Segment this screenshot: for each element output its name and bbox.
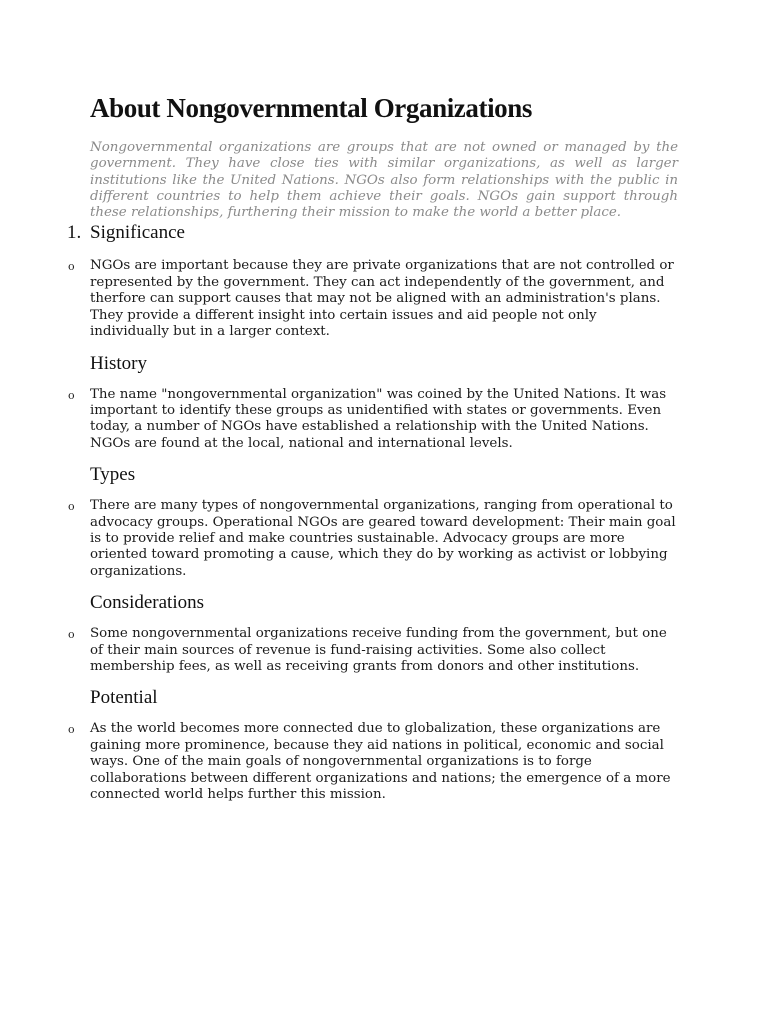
list-item: [68, 498, 678, 580]
page-title: About Nongovernmental Organizations: [90, 93, 533, 123]
bullet-icon: o: [68, 723, 75, 737]
list-item-text: As the world becomes more connected due to globalization, these organizations are gaining more prominence, because they aid nations in political, economic and social ways. One of the main goals of nongovernmental organizations is to forge collaborations between different organizations and nations; the emergence of a more connected world helps further this mission.: [90, 721, 671, 803]
list-item: [68, 721, 678, 803]
section-heading-text: Types: [90, 464, 136, 486]
section-heading-text: Potential: [90, 687, 158, 709]
list-item: [68, 258, 678, 340]
section-heading-history: [90, 353, 678, 375]
section-heading-considerations: [90, 592, 678, 614]
list-item: [68, 626, 678, 675]
list-item-text: Some nongovernmental organizations receive funding from the government, but one of their main sources of revenue is fund-raising activities. Some also collect membership fees, as well as receiving grants from donors and other institutions.: [90, 626, 667, 674]
list-item-text: The name "nongovernmental organization" was coined by the United Nations. It was important to identify these groups as unidentified with states or governments. Even today, a number of NGOs have established a relationship with the United Nations. NGOs are found at the local, national and international levels.: [90, 386, 667, 451]
section-heading-types: [90, 464, 678, 486]
section-heading-potential: [90, 687, 678, 709]
section-heading-significance: [67, 222, 678, 244]
bullet-icon: o: [68, 628, 75, 642]
list-item-text: NGOs are important because they are private organizations that are not controlled or represented by the government. They can act independently of the government, and therfore can support causes that may not be aligned with an administration's plans. They provide a different insight into certain issues and aid people not only individually but in a larger context.: [90, 258, 674, 340]
intro-paragraph: Nongovernmental organizations are groups that are not owned or managed by the government. They have close ties with similar organizations, as well as larger institutions like the United Nations. NGOs also form relationships with the public in different countries to help them achieve their goals. NGOs gain support through these relationships, furthering their mission to make the world a better place.: [90, 140, 678, 221]
bullet-icon: o: [68, 500, 75, 514]
section-heading-text: History: [90, 352, 147, 374]
list-item: [68, 386, 678, 453]
section-heading-text: Significance: [90, 222, 185, 244]
section-number: 1.: [67, 222, 82, 244]
list-item-text: There are many types of nongovernmental organizations, ranging from operational to advocacy groups. Operational NGOs are geared toward development: Their main goal is to provide relief and make countries sustainable. Advocacy groups are more oriented toward promoting a cause, which they do by working as activist or lobbying organizations.: [90, 498, 676, 579]
bullet-icon: o: [68, 388, 75, 402]
section-heading-text: Considerations: [90, 592, 204, 614]
document-page: [67, 92, 678, 803]
bullet-icon: o: [68, 260, 75, 274]
